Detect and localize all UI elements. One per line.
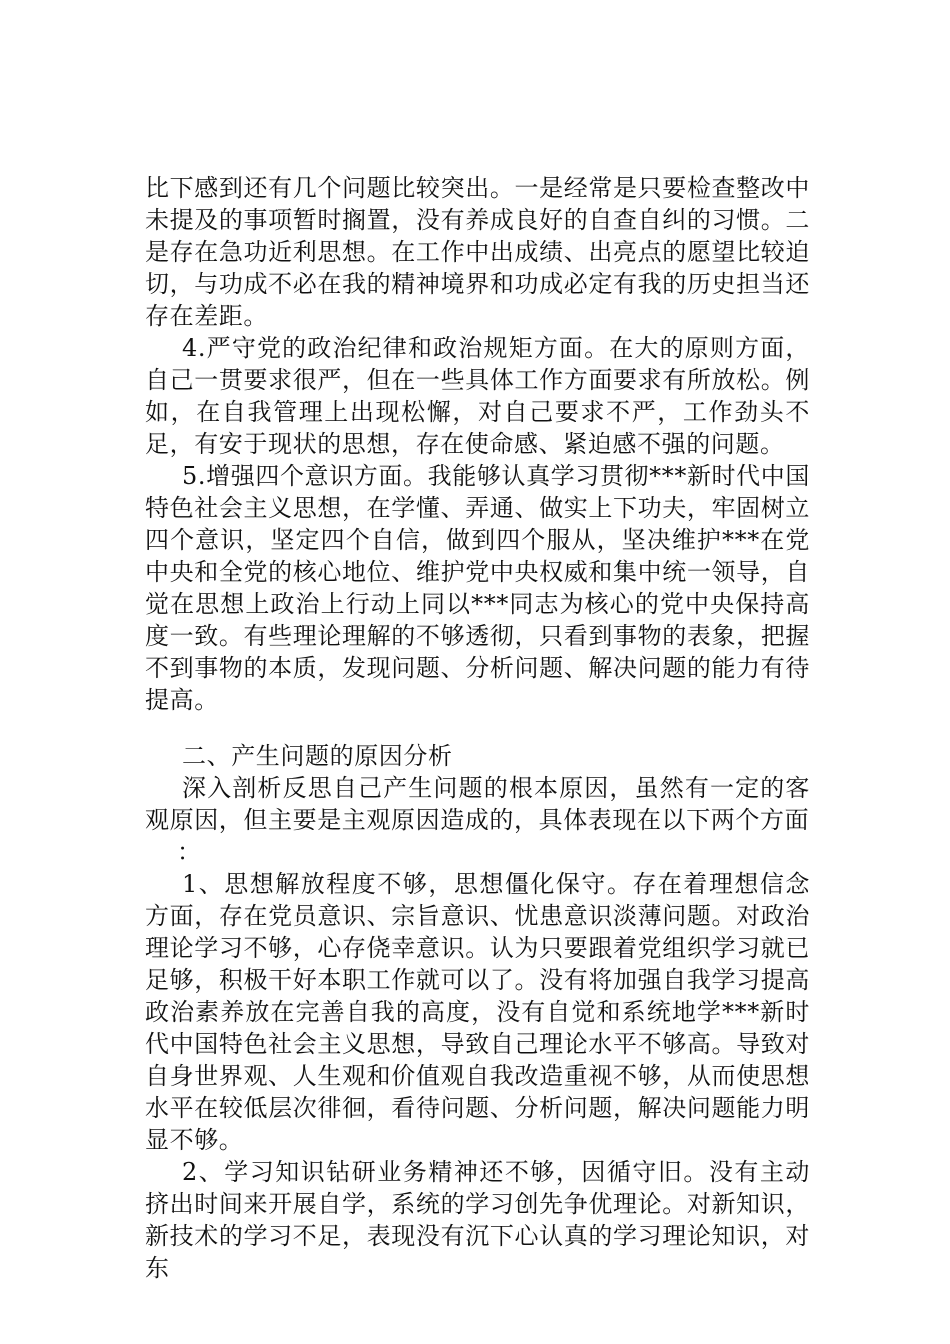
paragraph-cause-1: 1、思想解放程度不够，思想僵化保守。存在着理想信念方面，存在党员意识、宗旨意识、忧患意识淡薄问题。对政治理论学习不够，心存侥幸意识。认为只要跟着党组织学习就已足够，积极干好本职工作就可以了。没有将加强自我学习提高政治素养放在完善自我的高度，没有自觉和系统地学***新时代中国特色社会主义思想，导致自己理论水平不够高。导致对自身世界观、人生观和价值观自我改造重视不够，从而使思想水平在较低层次徘徊，看待问题、分析问题，解决问题能力明显不够。 [145, 870, 810, 1154]
paragraph-item-4: 4.严守党的政治纪律和政治规矩方面。在大的原则方面，自己一贯要求很严，但在一些具体工作方面要求有所放松。例如，在自我管理上出现松懈，对自己要求不严，工作劲头不足，有安于现状的思想，存在使命感、紧迫感不强的问题。 [145, 334, 810, 458]
paragraph-continuation: 比下感到还有几个问题比较突出。一是经常是只要检查整改中未提及的事项暂时搁置，没有养成良好的自查自纠的习惯。二是存在急功近利思想。在工作中出成绩、出亮点的愿望比较迫切，与功成不必在我的精神境界和功成必定有我的历史担当还存在差距。 [145, 174, 810, 330]
document-body [145, 172, 810, 1284]
paragraph-item-5: 5.增强四个意识方面。我能够认真学习贯彻***新时代中国特色社会主义思想，在学懂、弄通、做实上下功夫，牢固树立四个意识，坚定四个自信，做到四个服从，坚决维护***在党中央和全党的核心地位、维护党中央权威和集中统一领导，自觉在思想上政治上行动上同以***同志为核心的党中央保持高度一致。有些理论理解的不够透彻，只看到事物的表象，把握不到事物的本质，发现问题、分析问题、解决问题的能力有待提高。 [145, 462, 810, 714]
paragraph-colon: ： [177, 838, 202, 866]
section-heading: 二、产生问题的原因分析 [182, 742, 453, 770]
paragraph-cause-2: 2、学习知识钻研业务精神还不够，因循守旧。没有主动挤出时间来开展自学，系统的学习创先争优理论。对新知识，新技术的学习不足，表现没有沉下心认真的学习理论知识，对东 [145, 1158, 810, 1282]
paragraph-intro: 深入剖析反思自己产生问题的根本原因，虽然有一定的客观原因，但主要是主观原因造成的，具体表现在以下两个方面 [145, 774, 810, 834]
